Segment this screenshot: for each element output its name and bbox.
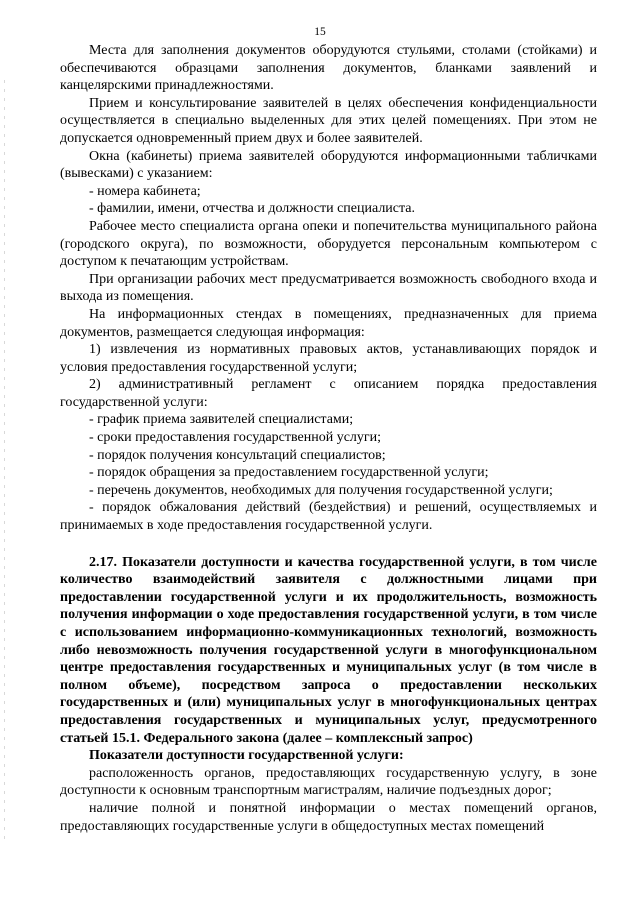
paragraph-windows-signs: Окна (кабинеты) приема заявителей оборудуются информационными табличками (вывесками) с указанием: bbox=[60, 148, 597, 182]
list-item: - порядок получения консультаций специалистов; bbox=[89, 447, 386, 463]
paragraph-workplace: Рабочее место специалиста органа опеки и попечительства муниципального района (городского округа), по возможности, оборудуется персональным компьютером с доступом к печатающим устройствам. bbox=[60, 218, 597, 270]
scan-edge-line bbox=[4, 80, 5, 840]
list-item: 1) извлечения из нормативных правовых актов, устанавливающих порядок и условия предоставления государственной услуги; bbox=[60, 342, 597, 375]
paragraph-full-information: наличие полной и понятной информации о местах помещений органов, предоставляющих государственные услуги в общедоступных местах помещений bbox=[60, 800, 597, 834]
list-item: - сроки предоставления государственной услуги; bbox=[89, 430, 382, 446]
list-item: - перечень документов, необходимых для получения государственной услуги; bbox=[89, 482, 553, 498]
list-item: - фамилии, имени, отчества и должности специалиста. bbox=[89, 201, 416, 217]
list-item: 2) административный регламент с описанием порядка предоставления государственной услуги: bbox=[60, 377, 597, 410]
list-item: - номера кабинета; bbox=[89, 183, 201, 199]
list-item: - порядок обжалования действий (бездействия) и решений, осуществляемых и принимаемых в ходе предоставления государственной услуги. bbox=[60, 500, 597, 534]
list-item: - порядок обращения за предоставлением государственной услуги; bbox=[89, 465, 489, 481]
paragraph-document-places: Места для заполнения документов оборудуются стульями, столами (стойками) и обеспечиваются образцами заполнения документов, бланками заявлений и канцелярскими принадлежностями. bbox=[60, 43, 597, 94]
section-heading-2-17: 2.17. Показатели доступности и качества государственной услуги, в том числе количество взаимодействий заявителя с должностными лицами при предоставлении государственной услуги и их продолжительность, возможность получения информации о ходе предоставления государственной услуги, в том числе с использованием информационно-коммуникационных технологий, возможность либо невозможность получения государственной услуги в многофункциональном центре предоставления государственных и муниципальных услуг (в том числе в полном объеме), посредством запроса о предоставлении нескольких государственных и (или) муниципальных услуг в многофункциональных центрах предоставления государственных и муниципальных услуг, предусмотренного статьей 15.1. Федерального закона (далее – комплексный запрос) bbox=[60, 554, 597, 746]
paragraph-free-access: При организации рабочих мест предусматривается возможность свободного входа и выхода из помещения. bbox=[60, 271, 597, 305]
paragraph-info-stands: На информационных стендах в помещениях, предназначенных для приема документов, размещается следующая информация: bbox=[60, 306, 597, 340]
page-number: 15 bbox=[314, 26, 326, 38]
subheading-accessibility: Показатели доступности государственной услуги: bbox=[89, 748, 404, 764]
paragraph-transport-access: расположенность органов, предоставляющих государственную услугу, в зоне доступности к основным транспортным магистралям, наличие подъездных дорог; bbox=[60, 765, 597, 799]
paragraph-confidential-reception: Прием и консультирование заявителей в целях обеспечения конфиденциальности осуществляется в специально выделенных для этих целей помещениях. При этом не допускается одновременный прием двух и более заявителей. bbox=[60, 95, 597, 146]
document-body bbox=[60, 42, 597, 835]
list-item: - график приема заявителей специалистами; bbox=[89, 412, 354, 428]
